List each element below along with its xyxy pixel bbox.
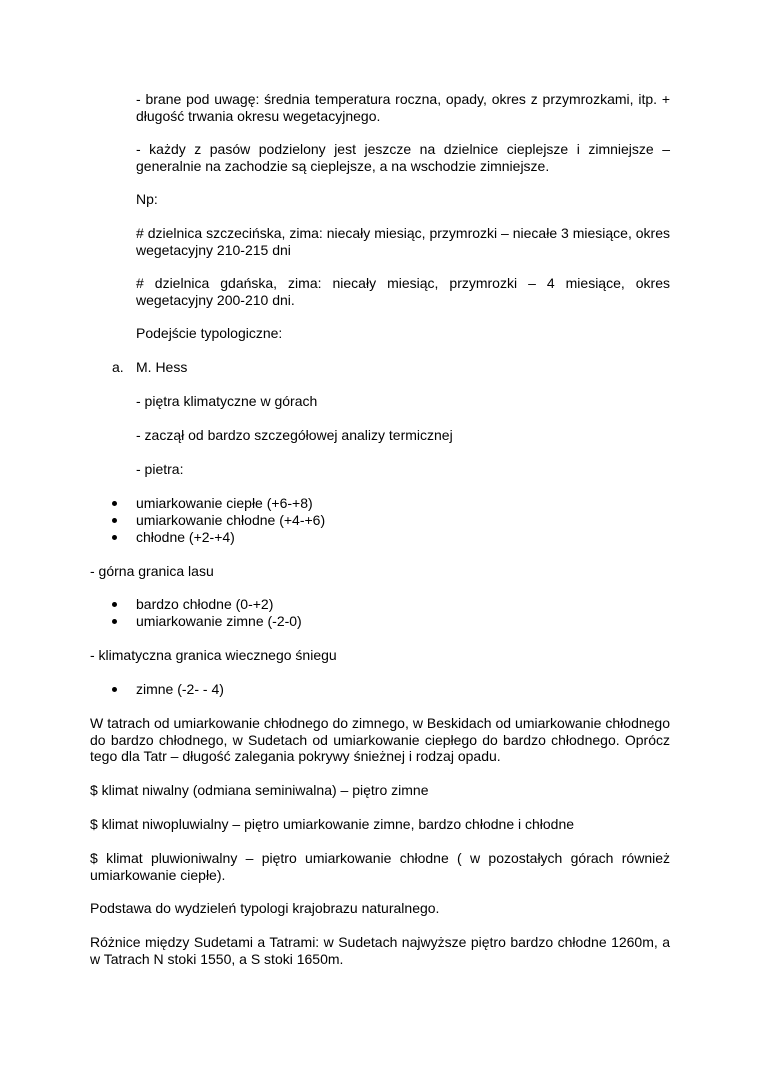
paragraph-basis: Podstawa do wydzieleń typologi krajobrazu naturalnego. (90, 900, 440, 916)
list-item-text: M. Hess (136, 359, 188, 375)
list-item-a (0, 359, 760, 376)
list-item-text: umiarkowanie zimne (-2-0) (136, 613, 302, 629)
list-item-text: zimne (-2- - 4) (136, 681, 224, 697)
list-item-text: bardzo chłodne (0-+2) (136, 596, 274, 612)
list-item (0, 681, 760, 698)
paragraph-typological: Podejście typologiczne: (136, 325, 283, 341)
paragraph-thermal: - zaczął od bardzo szczegółowej analizy termicznej (136, 427, 453, 443)
paragraph-pluwioniwalny: $ klimat pluwioniwalny – piętro umiarkowanie chłodne ( w pozostałych górach również umiarkowanie ciepłe). (90, 850, 670, 883)
paragraph-pietra: - pietra: (136, 461, 184, 477)
paragraph-niwalny: $ klimat niwalny (odmiana seminiwalna) – piętro zimne (90, 782, 429, 798)
list-item (0, 512, 760, 529)
paragraph-differences: Różnice między Sudetami a Tatrami: w Sudetach najwyższe piętro bardzo chłodne 1260m, a w Tatrach N stoki 1550, a S stoki 1650m. (90, 934, 670, 967)
list-item-text: chłodne (+2-+4) (136, 529, 235, 545)
list-item (0, 613, 760, 630)
list-item (0, 495, 760, 512)
paragraph-districts: - każdy z pasów podzielony jest jeszcze na dzielnice cieplejsze i zimniejsze – generalnie na zachodzie są cieplejsze, a na wschodzie zimniejsze. (136, 141, 670, 174)
paragraph-criteria: - brane pod uwagę: średnia temperatura roczna, opady, okres z przymrozkami, itp. + długość trwania okresu wegetacyjnego. (136, 91, 670, 124)
paragraph-np: Np: (136, 191, 158, 207)
paragraph-tatras: W tatrach od umiarkowanie chłodnego do zimnego, w Beskidach od umiarkowanie chłodnego do bardzo chłodnego, w Sudetach od umiarkowanie ciepłego do bardzo chłodnego. Oprócz tego dla Tatr – długość zalegania pokrywy śnieżnej i rodzaj opadu. (90, 715, 670, 764)
paragraph-gdansk: # dzielnica gdańska, zima: niecały miesiąc, przymrozki – 4 miesiące, okres wegetacyjny 200-210 dni. (136, 275, 670, 308)
paragraph-niwopluwialny: $ klimat niwopluwialny – piętro umiarkowanie zimne, bardzo chłodne i chłodne (90, 816, 575, 832)
list-marker: a. (112, 359, 124, 375)
list-item (0, 529, 760, 546)
paragraph-snow-limit: - klimatyczna granica wiecznego śniegu (90, 647, 337, 663)
paragraph-floors: - piętra klimatyczne w górach (136, 393, 318, 409)
list-item-text: umiarkowanie ciepłe (+6-+8) (136, 495, 313, 511)
paragraph-szczecin: # dzielnica szczecińska, zima: niecały miesiąc, przymrozki – niecałe 3 miesiące, okres wegetacyjny 210-215 dni (136, 225, 670, 258)
paragraph-forest-limit: - górna granica lasu (90, 563, 214, 579)
list-item-text: umiarkowanie chłodne (+4-+6) (136, 512, 326, 528)
list-item (0, 596, 760, 613)
